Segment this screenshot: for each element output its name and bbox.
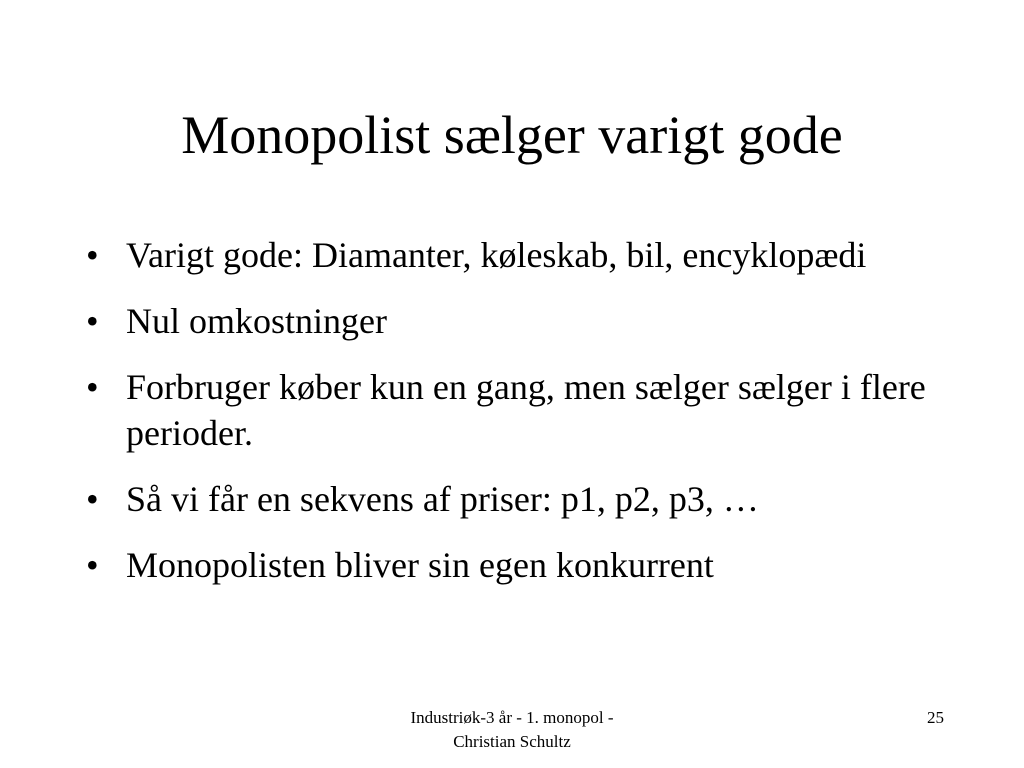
bullet-list [82, 232, 942, 608]
slide-footer [382, 706, 642, 754]
page-number: 25 [927, 708, 944, 727]
bullet-item [82, 476, 942, 522]
bullet-item [82, 364, 942, 456]
bullet-item [82, 232, 942, 278]
bullet-marker: • [86, 235, 99, 275]
footer-line-2: Christian Schultz [453, 732, 571, 751]
bullet-marker: • [86, 301, 99, 341]
bullet-marker: • [86, 479, 99, 519]
bullet-item [82, 298, 942, 344]
bullet-text: Varigt gode: Diamanter, køleskab, bil, encyklopædi [126, 235, 867, 275]
slide-title: Monopolist sælger varigt gode [181, 105, 843, 165]
bullet-text: Så vi får en sekvens af priser: p1, p2, p3, … [126, 479, 759, 519]
footer-line-1: Industriøk-3 år - 1. monopol - [410, 708, 614, 727]
bullet-marker: • [86, 367, 99, 407]
bullet-marker: • [86, 545, 99, 585]
bullet-text: Forbruger køber kun en gang, men sælger sælger i flere perioder. [126, 367, 926, 453]
bullet-item [82, 542, 942, 588]
bullet-text: Monopolisten bliver sin egen konkurrent [126, 545, 714, 585]
bullet-text: Nul omkostninger [126, 301, 387, 341]
